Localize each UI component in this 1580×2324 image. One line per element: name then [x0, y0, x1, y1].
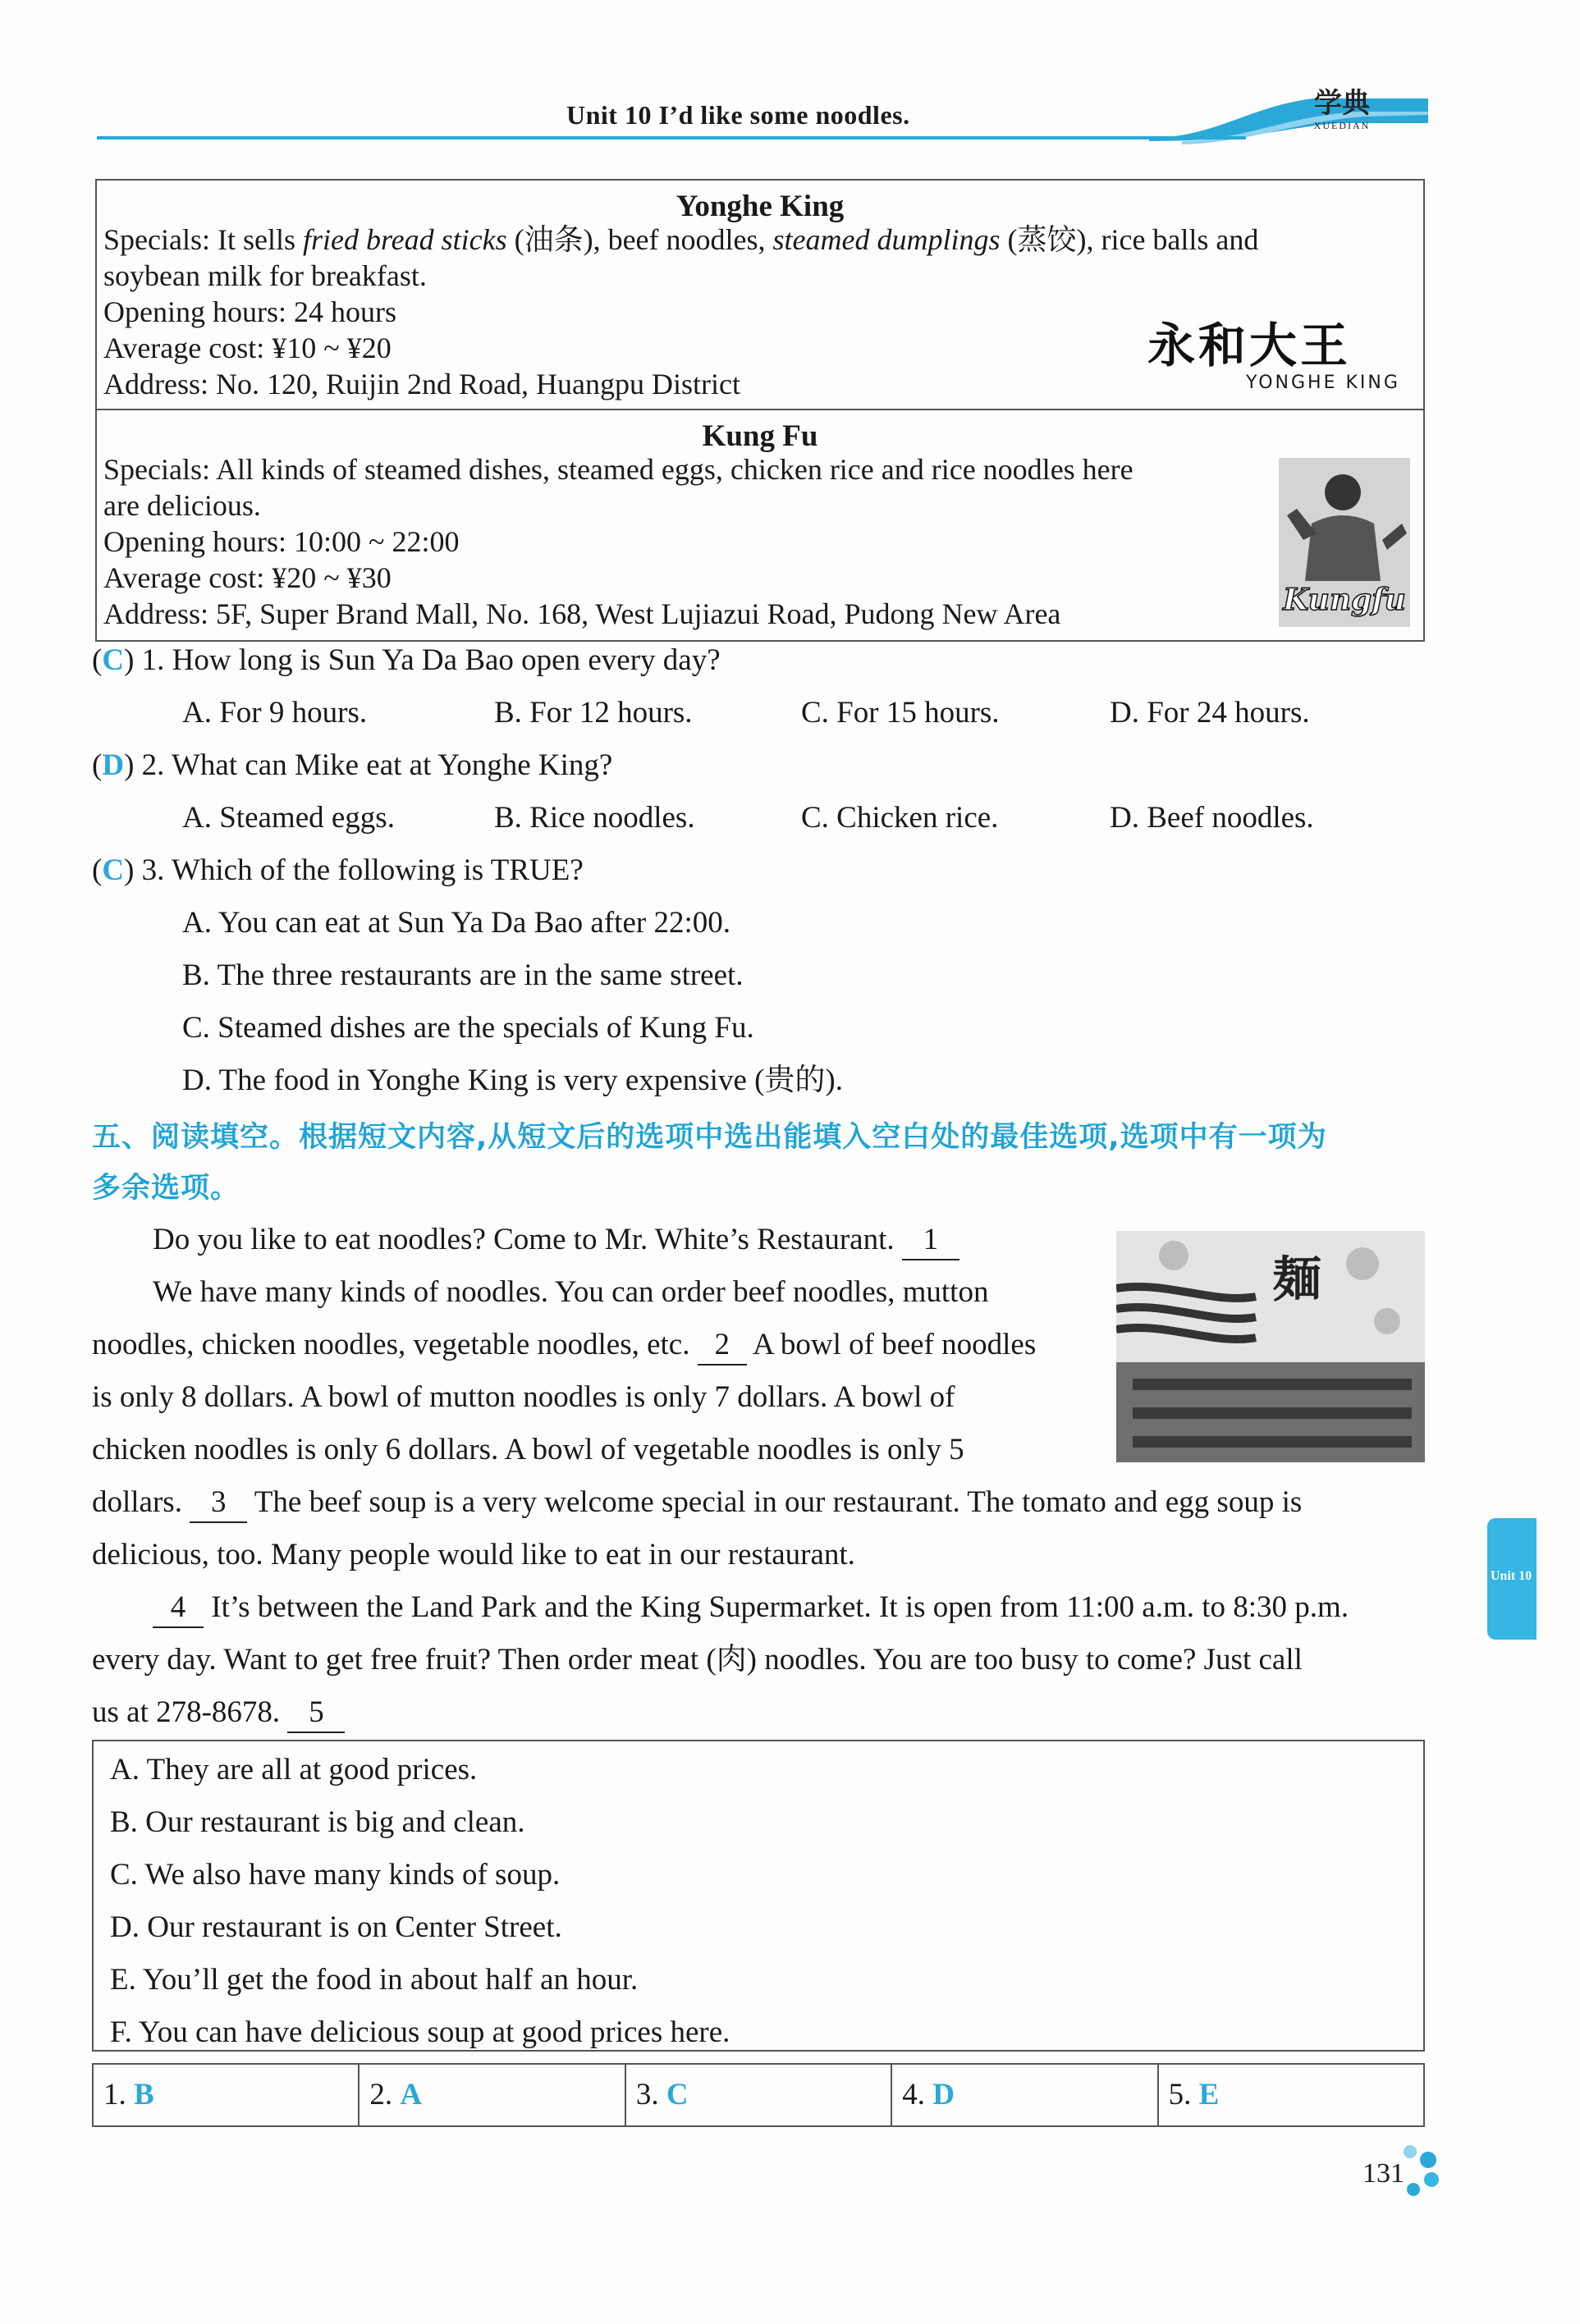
question-3: (C) 3. Which of the following is TRUE?: [92, 853, 584, 887]
answer-cell: 3. C: [626, 2065, 892, 2125]
choice-item: D. Our restaurant is on Center Street.: [110, 1910, 562, 1944]
restaurant-address: Address: No. 120, Ruijin 2nd Road, Huangpu District: [103, 368, 740, 400]
passage-line: us at 278-8678. 5: [92, 1694, 345, 1733]
choice-item: E. You’ll get the food in about half an hour.: [110, 1963, 639, 1997]
option: B. The three restaurants are in the same street.: [182, 958, 744, 992]
option: A. For 9 hours.: [182, 696, 368, 730]
option: D. The food in Yonghe King is very expensive (贵的).: [182, 1064, 844, 1097]
kungfu-figure-icon: [1279, 458, 1410, 627]
passage-line: is only 8 dollars. A bowl of mutton noodles is only 7 dollars. A bowl of: [92, 1380, 955, 1414]
restaurant-card-yonghe: [95, 179, 1425, 410]
restaurant-card-kungfu: [95, 410, 1425, 642]
answer-mark: C: [102, 853, 125, 887]
restaurant-specials: Specials: It sells fried bread sticks (油条), beef noodles, steamed dumplings (蒸饺), rice balls and: [103, 223, 1259, 256]
passage-line: every day. Want to get free fruit? Then order meat (肉) noodles. You are too busy to come? Just call: [92, 1643, 1303, 1677]
option: A. You can eat at Sun Ya Da Bao after 22:00.: [182, 906, 730, 940]
brand-cn: 学典: [1314, 87, 1370, 120]
answer-mark: C: [102, 643, 125, 677]
passage-line: 4 It’s between the Land Park and the King Supermarket. It is open from 11:00 a.m. to 8:30 p.m.: [153, 1589, 1349, 1628]
restaurant-hours: Opening hours: 10:00 ~ 22:00: [103, 525, 460, 558]
option: C. For 15 hours.: [801, 696, 1000, 730]
passage-line: Do you like to eat noodles? Come to Mr. White’s Restaurant. 1: [153, 1221, 959, 1260]
question-2: (D) 2. What can Mike eat at Yonghe King?: [92, 748, 613, 782]
noodle-restaurant-image: [1116, 1231, 1425, 1462]
section-title-cont: 多余选项。: [92, 1172, 240, 1205]
answer-cell: 5. E: [1168, 2078, 1220, 2111]
unit-side-tab: Unit 10: [1487, 1518, 1536, 1640]
brand-en: XUEDIAN: [1313, 120, 1371, 131]
passage-line: delicious, too. Many people would like to eat in our restaurant.: [92, 1538, 855, 1571]
answer-table: [92, 2063, 1425, 2127]
option: B. Rice noodles.: [494, 801, 695, 835]
decorative-dots-icon: [1395, 2142, 1445, 2199]
choice-item: C. We also have many kinds of soup.: [110, 1858, 561, 1892]
choice-item: A. They are all at good prices.: [110, 1753, 478, 1786]
option: B. For 12 hours.: [494, 696, 693, 730]
passage-line: dollars. 3 The beef soup is a very welcome special in our restaurant. The tomato and egg soup is: [92, 1484, 1302, 1523]
yonghe-logo: 永和大王 YONGHE KING: [1147, 318, 1400, 393]
option: C. Steamed dishes are the specials of Kung Fu.: [182, 1011, 754, 1045]
option: C. Chicken rice.: [801, 801, 999, 835]
blank-3: 3: [190, 1484, 247, 1523]
option: A. Steamed eggs.: [182, 801, 395, 835]
answer-cell: 2. A: [360, 2065, 625, 2125]
restaurant-cost: Average cost: ¥20 ~ ¥30: [103, 561, 392, 594]
kungfu-logo: [1279, 458, 1410, 627]
blank-5: 5: [287, 1694, 345, 1733]
header-title: Unit 10 I’d like some noodles.: [566, 100, 910, 130]
restaurant-cost: Average cost: ¥10 ~ ¥20: [103, 332, 392, 364]
section-title: 五、阅读填空。根据短文内容,从短文后的选项中选出能填入空白处的最佳选项,选项中有一项为: [92, 1121, 1327, 1154]
choices-box: [92, 1740, 1425, 2052]
option: D. Beef noodles.: [1110, 801, 1314, 835]
question-1: (C) 1. How long is Sun Ya Da Bao open every day?: [92, 643, 721, 677]
restaurant-address: Address: 5F, Super Brand Mall, No. 168, West Lujiazui Road, Pudong New Area: [103, 597, 1061, 630]
answer-mark: D: [102, 748, 125, 782]
header-rule: [97, 136, 1246, 140]
passage-line: We have many kinds of noodles. You can order beef noodles, mutton: [153, 1275, 989, 1309]
restaurant-name: Kung Fu: [702, 419, 818, 453]
option: D. For 24 hours.: [1110, 696, 1310, 730]
brand-logo: [1297, 87, 1387, 144]
blank-2: 2: [698, 1326, 747, 1366]
restaurant-specials: Specials: All kinds of steamed dishes, steamed eggs, chicken rice and rice noodles here: [103, 453, 1133, 486]
choice-item: F. You can have delicious soup at good prices here.: [110, 2015, 730, 2049]
blank-1: 1: [902, 1221, 959, 1260]
blank-4: 4: [153, 1589, 204, 1628]
passage-line: noodles, chicken noodles, vegetable noodles, etc. 2 A bowl of beef noodles: [92, 1326, 1036, 1366]
svg-text:麺: 麺: [1272, 1251, 1321, 1309]
answer-cell: 1. B: [94, 2065, 360, 2125]
svg-text:Kungfu: Kungfu: [1283, 583, 1406, 617]
restaurant-specials-cont: are delicious.: [103, 489, 261, 522]
passage-line: chicken noodles is only 6 dollars. A bowl of vegetable noodles is only 5: [92, 1433, 964, 1466]
choice-item: B. Our restaurant is big and clean.: [110, 1805, 525, 1839]
restaurant-name: Yonghe King: [676, 190, 845, 223]
answer-cell: 4. D: [892, 2065, 1158, 2125]
page-number: 131: [1362, 2158, 1404, 2189]
restaurant-hours: Opening hours: 24 hours: [103, 295, 396, 328]
restaurant-specials-cont: soybean milk for breakfast.: [103, 259, 427, 292]
